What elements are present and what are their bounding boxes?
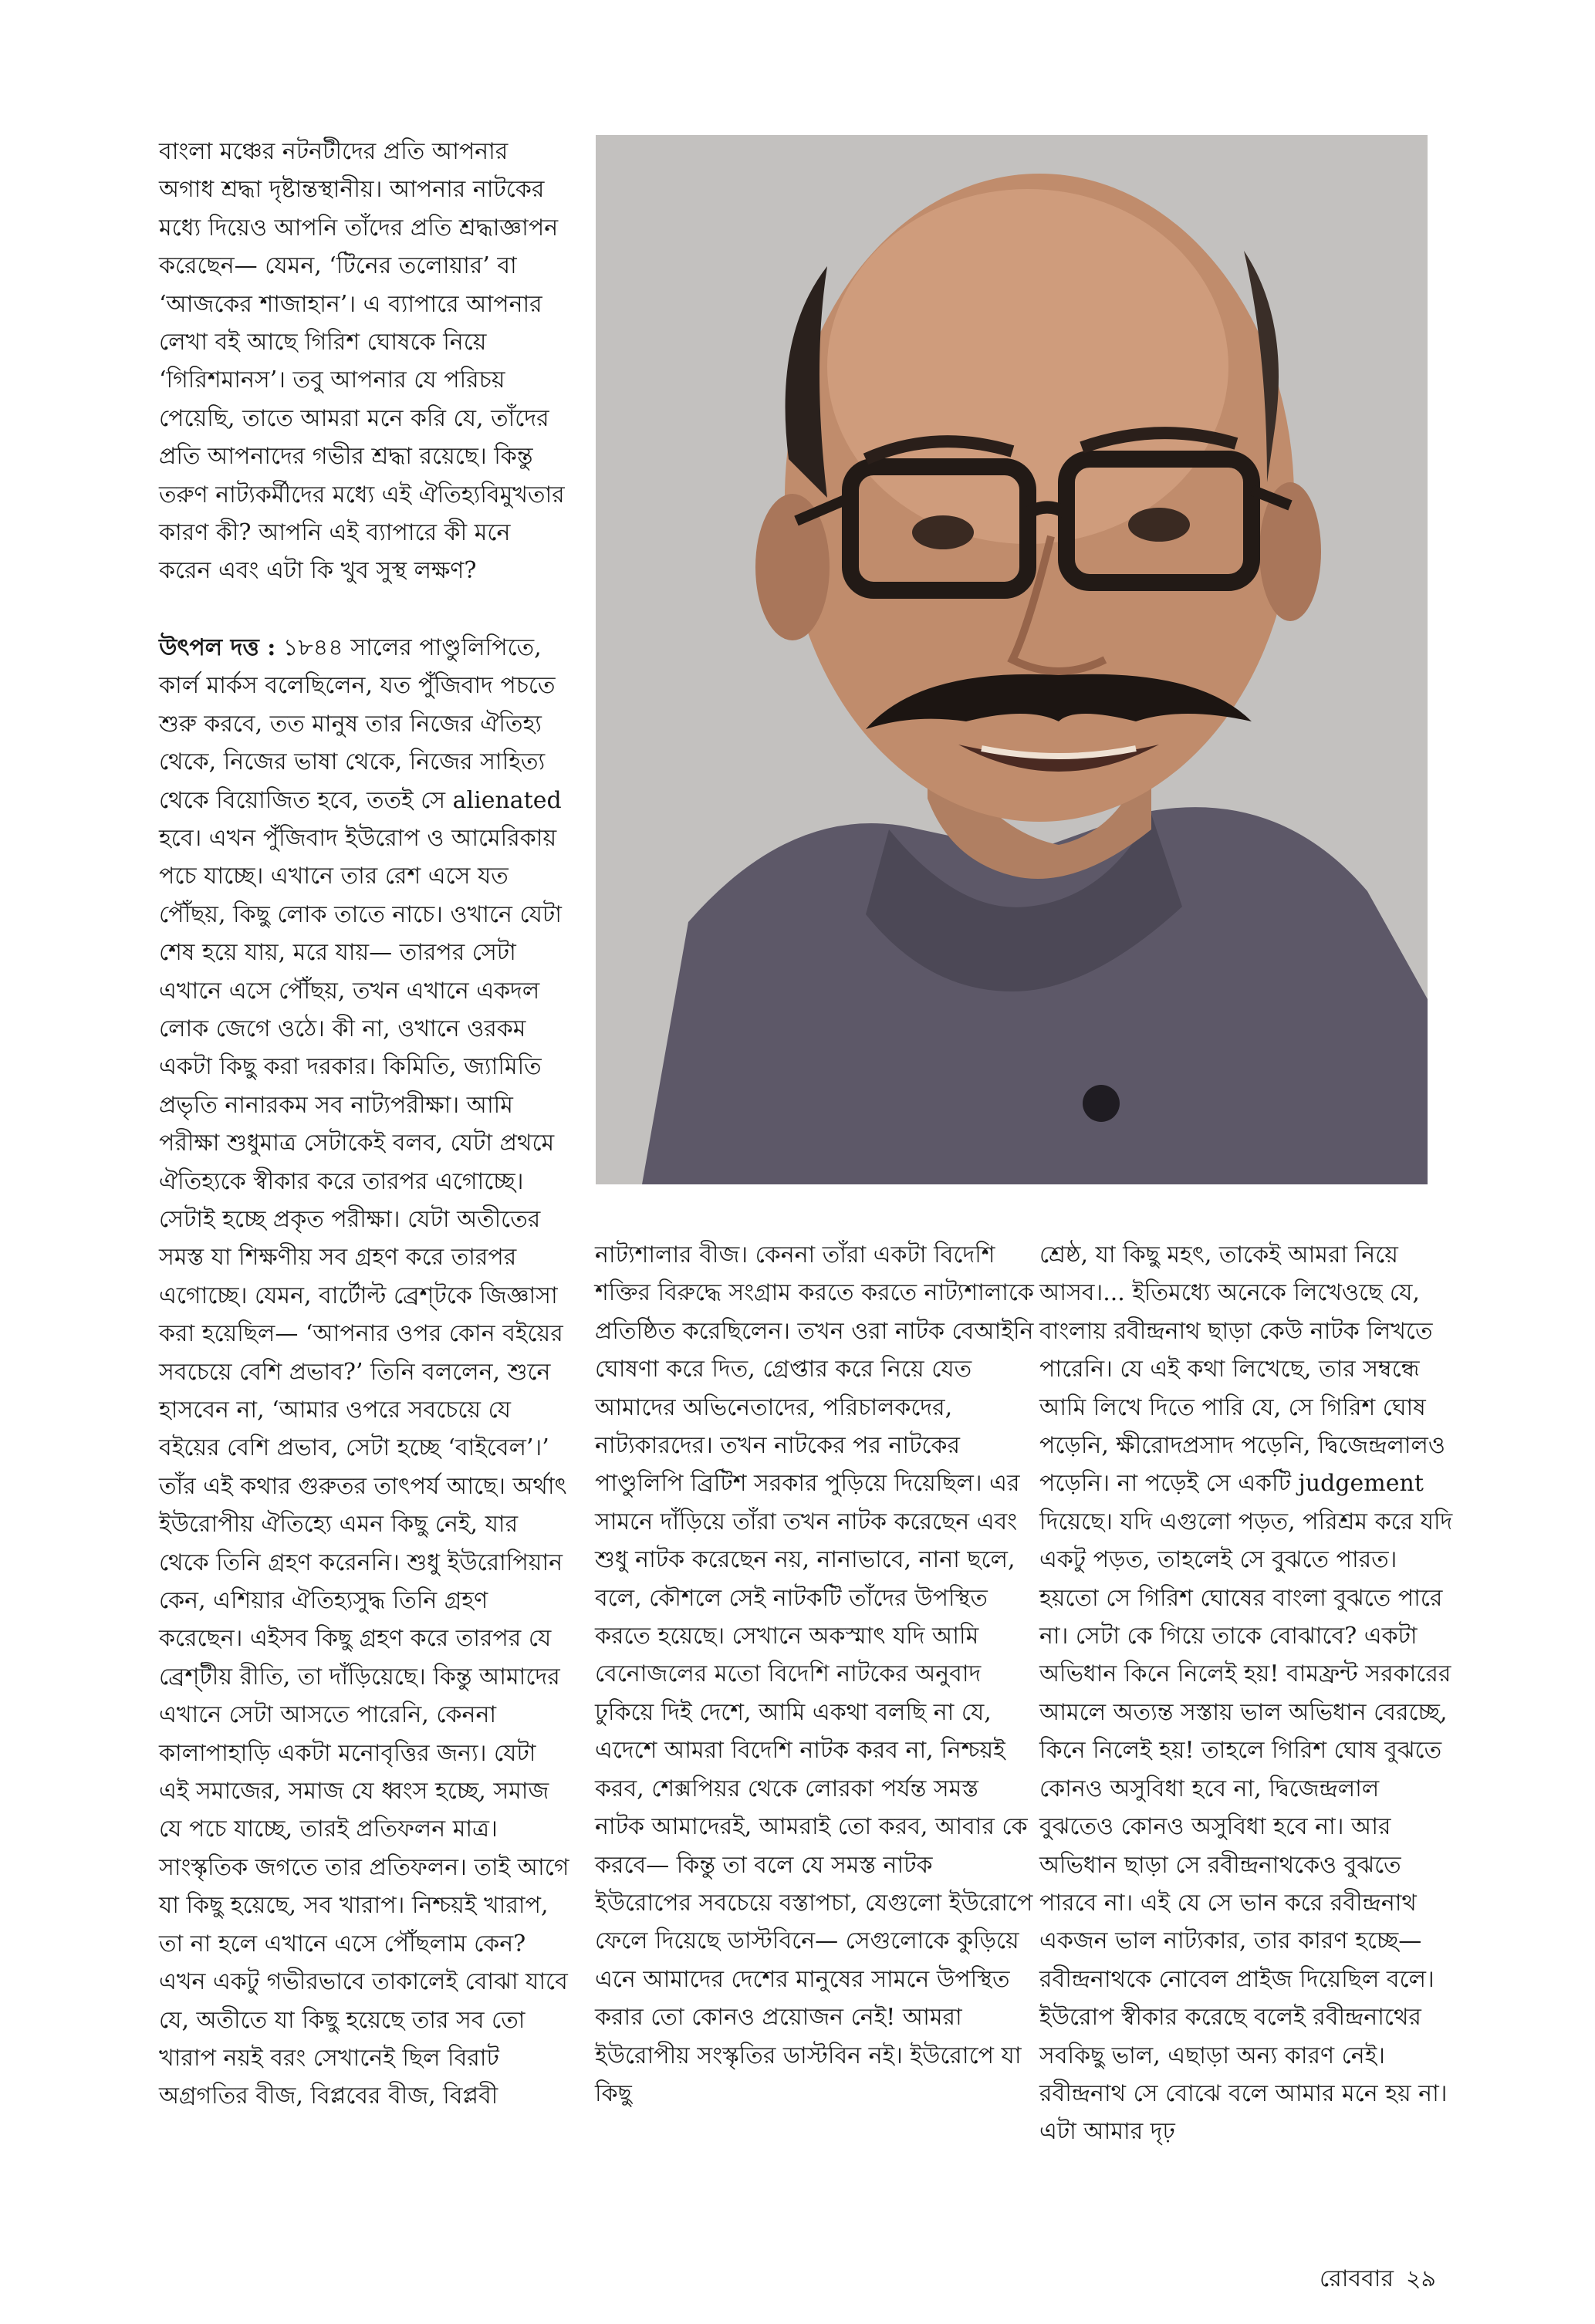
paragraph-gap <box>159 590 569 629</box>
speaker-name: উৎপল দত্ত : <box>159 633 276 661</box>
page-footer <box>1320 2264 1436 2295</box>
interview-answer <box>159 629 569 2116</box>
interview-question: বাংলা মঞ্চের নটনটীদের প্রতি আপনার অগাধ শ্রদ্ধা দৃষ্টান্তস্থানীয়। আপনার নাটকের মধ্যে দিয়েও আপনি তাঁদের প্রতি শ্রদ্ধাজ্ঞাপন করেছেন— যেমন, ‘টিনের তলোয়ার’ বা ‘আজকের শাজাহান’। এ ব্যাপারে আপনার লেখা বই আছে গিরিশ ঘোষকে নিয়ে ‘গিরিশমানস’। তবু আপনার যে পরিচয় পেয়েছি, তাতে আমরা মনে করি যে, তাঁদের প্রতি আপনাদের গভীর শ্রদ্ধা রয়েছে। কিন্তু তরুণ নাট্যকর্মীদের মধ্যে এই ঐতিহ্যবিমুখতার কারণ কী? আপনি এই ব্যাপারে কী মনে করেন এবং এটা কি খুব সুস্থ লক্ষণ? <box>159 138 565 585</box>
portrait-illustration <box>596 135 1428 1184</box>
answer-text: ১৮৪৪ সালের পাণ্ডুলিপিতে, কার্ল মার্কস বলেছিলেন, যত পুঁজিবাদ পচতে শুরু করবে, তত মানুষ তার নিজের ঐতিহ্য থেকে, নিজের ভাষা থেকে, নিজের সাহিত্য থেকে বিয়োজিত হবে, ততই সে alienated হবে। এখন পুঁজিবাদ ইউরোপ ও আমেরিকায় পচে যাচ্ছে। এখানে তার রেশ এসে যত পৌঁছয়, কিছু লোক তাতে নাচে। ওখানে যেটা শেষ হয়ে যায়, মরে যায়— তারপর সেটা এখানে এসে পৌঁছয়, তখন এখানে একদল লোক জেগে ওঠে। কী না, ওখানে ওরকম একটা কিছু করা দরকার। কিমিতি, জ্যামিতি প্রভৃতি নানারকম সব নাট্যপরীক্ষা। আমি পরীক্ষা শুধুমাত্র সেটাকেই বলব, যেটা প্রথমে ঐতিহ্যকে স্বীকার করে তারপর এগোচ্ছে। সেটাই হচ্ছে প্রকৃত পরীক্ষা। যেটা অতীতের সমস্ত যা শিক্ষণীয় সব গ্রহণ করে তারপর এগোচ্ছে। যেমন, বার্টোল্ট ব্রেশ্টকে জিজ্ঞাসা করা হয়েছিল— ‘আপনার ওপর কোন বইয়ের সবচেয়ে বেশি প্রভাব?’ তিনি বললেন, শুনে হাসবেন না, ‘আমার ওপরে সবচেয়ে যে বইয়ের বেশি প্রভাব, সেটা হচ্ছে ‘বাইবেল’।’ তাঁর এই কথার গুরুতর তাৎপর্য আছে। অর্থাৎ ইউরোপীয় ঐতিহ্যে এমন কিছু নেই, যার থেকে তিনি গ্রহণ করেননি। শুধু ইউরোপিয়ান কেন, এশিয়ার ঐতিহ্যসুদ্ধ তিনি গ্রহণ করেছেন। এইসব কিছু গ্রহণ করে তারপর যে ব্রেশ্টীয় রীতি, তা দাঁড়িয়েছে। কিন্তু আমাদের এখানে সেটা আসতে পারেনি, কেননা কালাপাহাড়ি একটা মনোবৃত্তির জন্য। যেটা এই সমাজের, সমাজ যে ধ্বংস হচ্ছে, সমাজ যে পচে যাচ্ছে, তারই প্রতিফলন মাত্র। সাংস্কৃতিক জগতে তার প্রতিফলন। তাই আগে যা কিছু হয়েছে, সব খারাপ। নিশ্চয়ই খারাপ, তা না হলে এখানে এসে পৌঁছলাম কেন? এখন একটু গভীরভাবে তাকালেই বোঝা যাবে যে, অতীতে যা কিছু হয়েছে তার সব তো খারাপ নয়ই বরং সেখানেই ছিল বিরাট অগ্রগতির বীজ, বিপ্লবের বীজ, বিপ্লবী <box>159 633 569 2110</box>
magazine-name: রোববার <box>1320 2265 1394 2292</box>
text-column-2 <box>595 1236 1035 2113</box>
portrait-photo <box>596 135 1428 1184</box>
column-3-text: শ্রেষ্ঠ, যা কিছু মহৎ, তাকেই আমরা নিয়ে আসব।... ইতিমধ্যে অনেকে লিখেওছে যে, বাংলায় রবীন্দ্রনাথ ছাড়া কেউ নাটক লিখতে পারেনি। যে এই কথা লিখেছে, তার সম্বন্ধে আমি লিখে দিতে পারি যে, সে গিরিশ ঘোষ পড়েনি, ক্ষীরোদপ্রসাদ পড়েনি, দ্বিজেন্দ্রলালও পড়েনি। না পড়েই সে একটি judgement দিয়েছে। যদি এগুলো পড়ত, পরিশ্রম করে যদি একটু পড়ত, তাহলেই সে বুঝতে পারত। হয়তো সে গিরিশ ঘোষের বাংলা বুঝতে পারে না। সেটা কে গিয়ে তাকে বোঝাবে? একটা অভিধান কিনে নিলেই হয়! বামফ্রন্ট সরকারের আমলে অত্যন্ত সস্তায় ভাল অভিধান বেরচ্ছে, কিনে নিলেই হয়! তাহলে গিরিশ ঘোষ বুঝতে কোনও অসুবিধা হবে না, দ্বিজেন্দ্রলাল বুঝতেও কোনও অসুবিধা হবে না। আর অভিধান ছাড়া সে রবীন্দ্রনাথকেও বুঝতে পারবে না। এই যে সে ভান করে রবীন্দ্রনাথ একজন ভাল নাট্যকার, তার কারণ হচ্ছে— রবীন্দ্রনাথকে নোবেল প্রাইজ দিয়েছিল বলে। ইউরোপ স্বীকার করেছে বলেই রবীন্দ্রনাথের সবকিছু ভাল, এছাড়া অন্য কারণ নেই। রবীন্দ্রনাথ সে বোঝে বলে আমার মনে হয় না। এটা আমার দৃঢ় <box>1039 1241 1453 2146</box>
text-column-3 <box>1039 1236 1456 2151</box>
text-column-1 <box>159 133 569 2116</box>
column-2-text: নাট্যশালার বীজ। কেননা তাঁরা একটা বিদেশি শক্তির বিরুদ্ধে সংগ্রাম করতে করতে নাট্যশালাকে প্রতিষ্ঠিত করেছিলেন। তখন ওরা নাটক বেআইনি ঘোষণা করে দিত, গ্রেপ্তার করে নিয়ে যেত আমাদের অভিনেতাদের, পরিচালকদের, নাট্যকারদের। তখন নাটকের পর নাটকের পাণ্ডুলিপি ব্রিটিশ সরকার পুড়িয়ে দিয়েছিল। এর সামনে দাঁড়িয়ে তাঁরা তখন নাটক করেছেন এবং শুধু নাটক করেছেন নয়, নানাভাবে, নানা ছলে, বলে, কৌশলে সেই নাটকটি তাঁদের উপস্থিত করতে হয়েছে। সেখানে অকস্মাৎ যদি আমি বেনোজলের মতো বিদেশি নাটকের অনুবাদ ঢুকিয়ে দিই দেশে, আমি একথা বলছি না যে, এদেশে আমরা বিদেশি নাটক করব না, নিশ্চয়ই করব, শেক্সপিয়র থেকে লোরকা পর্যন্ত সমস্ত নাটক আমাদেরই, আমরাই তো করব, আবার কে করবে— কিন্তু তা বলে যে সমস্ত নাটক ইউরোপের সবচেয়ে বস্তাপচা, যেগুলো ইউরোপে ফেলে দিয়েছে ডাস্টবিনে— সেগুলোকে কুড়িয়ে এনে আমাদের দেশের মানুষের সামনে উপস্থিত করার তো কোনও প্রয়োজন নেই! আমরা ইউরোপীয় সংস্কৃতির ডাস্টবিন নই। ইউরোপে যা কিছু <box>595 1241 1034 2107</box>
page-number: ২৯ <box>1406 2265 1436 2292</box>
